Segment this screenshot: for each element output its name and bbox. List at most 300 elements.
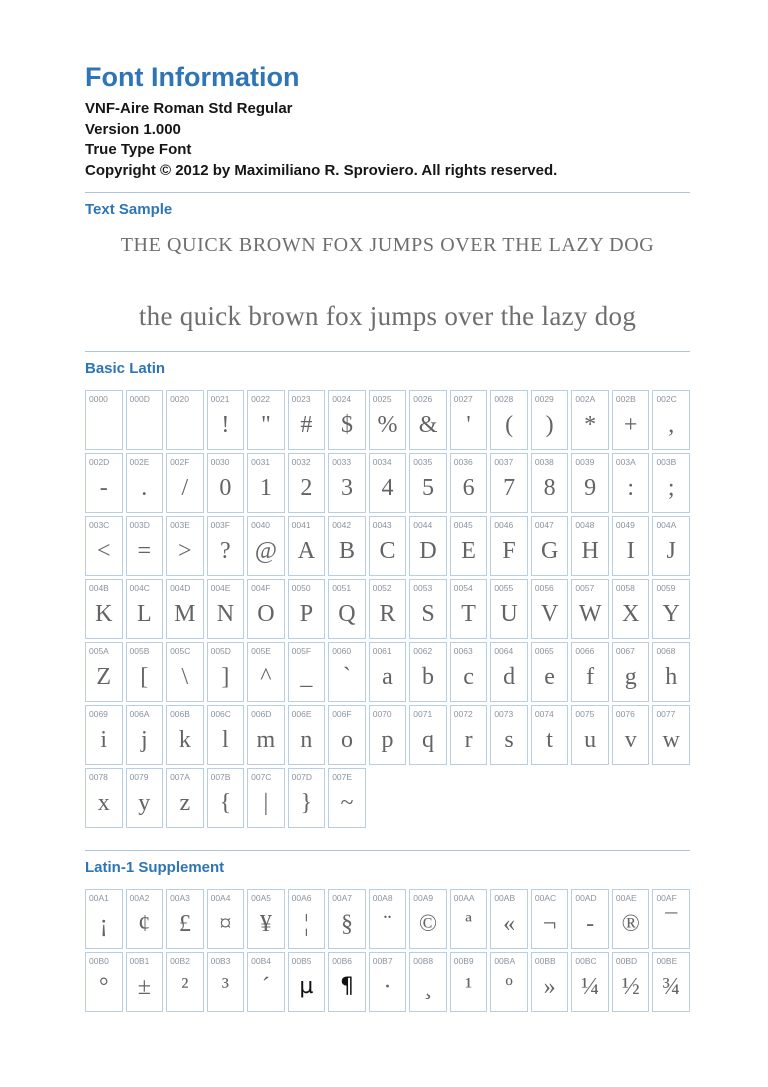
- glyph-code-label: 0068: [656, 646, 676, 656]
- glyph-character: 4: [381, 474, 394, 501]
- glyph-cell-00AB: [490, 889, 528, 949]
- glyph-cell-004E: [207, 579, 245, 639]
- glyph-cell-0056: [531, 579, 569, 639]
- glyph-code-label: 003B: [656, 457, 677, 467]
- glyph-cell-00B5: [288, 952, 326, 1012]
- glyph-code-label: 0076: [615, 709, 635, 719]
- glyph-code-label: 00B9: [453, 956, 474, 966]
- glyph-code-label: 0024: [332, 394, 352, 404]
- glyph-character: S: [421, 600, 435, 627]
- glyph-character: z: [179, 789, 191, 816]
- glyph-cell-0070: [369, 705, 407, 765]
- glyph-character: 6: [462, 474, 475, 501]
- glyph-code-label: 00B6: [332, 956, 353, 966]
- glyph-character: ¤: [219, 910, 232, 937]
- glyph-character: @: [254, 537, 277, 564]
- glyph-code-label: 004D: [170, 583, 191, 593]
- glyph-cell-00B0: [85, 952, 123, 1012]
- glyph-cell-005C: [166, 642, 204, 702]
- glyph-character: ¨: [383, 910, 392, 937]
- glyph-code-label: 0042: [332, 520, 352, 530]
- glyph-cell-006A: [126, 705, 164, 765]
- glyph-character: ©: [418, 910, 438, 937]
- glyph-cell-002F: [166, 453, 204, 513]
- glyph-character: =: [137, 537, 152, 564]
- glyph-character: b: [422, 663, 435, 690]
- glyph-character: ¢: [138, 910, 151, 937]
- glyph-code-label: 0062: [413, 646, 433, 656]
- glyph-code-label: 00AF: [656, 893, 677, 903]
- glyph-cell-0044: [409, 516, 447, 576]
- glyph-character: .: [141, 474, 148, 501]
- glyph-cell-0074: [531, 705, 569, 765]
- glyph-cell-0053: [409, 579, 447, 639]
- glyph-cell-00A7: [328, 889, 366, 949]
- glyph-code-label: 0055: [494, 583, 514, 593]
- glyph-character: w: [662, 726, 680, 753]
- glyph-cell-0073: [490, 705, 528, 765]
- glyph-cell-006D: [247, 705, 285, 765]
- glyph-character: i: [100, 726, 108, 753]
- glyph-character: ®: [621, 910, 640, 937]
- glyph-character: *: [584, 411, 597, 438]
- glyph-character: ·: [383, 973, 392, 1000]
- glyph-cell-0024: [328, 390, 366, 450]
- glyph-code-label: 0075: [575, 709, 595, 719]
- glyph-cell-00AA: [450, 889, 488, 949]
- glyph-cell-00AD: [571, 889, 609, 949]
- glyph-cell-003E: [166, 516, 204, 576]
- glyph-character: K: [95, 600, 113, 627]
- glyph-character: ¦: [304, 910, 309, 937]
- glyph-cell-00BD: [612, 952, 650, 1012]
- glyph-character: O: [257, 600, 275, 627]
- glyph-code-label: 0079: [129, 772, 149, 782]
- glyph-character: ¯: [665, 910, 678, 937]
- glyph-code-label: 002C: [656, 394, 677, 404]
- glyph-code-label: 00A6: [291, 893, 312, 903]
- glyph-code-label: 0043: [372, 520, 392, 530]
- glyph-cell-0022: [247, 390, 285, 450]
- glyph-cell-007D: [288, 768, 326, 828]
- glyph-cell-0025: [369, 390, 407, 450]
- glyph-cell-0066: [571, 642, 609, 702]
- glyph-code-label: 00B2: [170, 956, 190, 966]
- glyph-code-label: 003A: [615, 457, 636, 467]
- glyph-cell-003F: [207, 516, 245, 576]
- glyph-character: ~: [340, 789, 354, 816]
- glyph-code-label: 00B8: [413, 956, 434, 966]
- glyph-cell-0035: [409, 453, 447, 513]
- glyph-character: ³: [221, 973, 229, 1000]
- glyph-character: k: [178, 726, 191, 753]
- glyph-code-label: 0047: [534, 520, 554, 530]
- glyph-code-label: 00BD: [615, 956, 638, 966]
- page-title: Font Information: [85, 62, 300, 92]
- glyph-code-label: 0027: [453, 394, 473, 404]
- glyph-character: µ: [299, 973, 314, 999]
- glyph-code-label: 0073: [494, 709, 514, 719]
- glyph-cell-0020: [166, 390, 204, 450]
- glyph-cell-000D: [126, 390, 164, 450]
- glyph-character: ¥: [259, 910, 272, 937]
- glyph-character: R: [379, 600, 396, 627]
- glyph-cell-0043: [369, 516, 407, 576]
- glyph-character: r: [464, 726, 473, 753]
- glyph-code-label: 0048: [575, 520, 595, 530]
- glyph-character: Z: [96, 663, 112, 690]
- glyph-character: !: [221, 411, 230, 438]
- glyph-code-label: 002D: [89, 457, 110, 467]
- glyph-code-label: 0053: [413, 583, 433, 593]
- glyph-character: h: [665, 663, 678, 690]
- glyph-cell-004A: [652, 516, 690, 576]
- glyph-character: [: [140, 663, 149, 690]
- glyph-cell-0079: [126, 768, 164, 828]
- glyph-cell-007E: [328, 768, 366, 828]
- glyph-cell-00A1: [85, 889, 123, 949]
- glyph-code-label: 0074: [534, 709, 554, 719]
- glyph-code-label: 005E: [251, 646, 271, 656]
- glyph-code-label: 00BE: [656, 956, 678, 966]
- glyph-code-label: 002A: [575, 394, 596, 404]
- glyph-cell-004C: [126, 579, 164, 639]
- glyph-code-label: 0052: [372, 583, 392, 593]
- glyph-cell-00B2: [166, 952, 204, 1012]
- glyph-character: (: [505, 411, 514, 438]
- glyph-code-label: 00B1: [129, 956, 150, 966]
- glyph-character: Y: [662, 600, 680, 627]
- glyph-character: ±: [137, 973, 151, 1000]
- glyph-code-label: 005B: [129, 646, 150, 656]
- glyph-character: g: [624, 663, 637, 690]
- glyph-cell-005F: [288, 642, 326, 702]
- glyph-code-label: 0059: [656, 583, 676, 593]
- glyph-character: I: [626, 537, 635, 564]
- glyph-cell-00A5: [247, 889, 285, 949]
- glyph-cell-00A2: [126, 889, 164, 949]
- glyph-character: -: [99, 474, 108, 501]
- glyph-cell-007B: [207, 768, 245, 828]
- glyph-character: j: [140, 726, 148, 753]
- glyph-character: {: [219, 789, 232, 816]
- glyph-cell-0069: [85, 705, 123, 765]
- glyph-character: [167, 404, 203, 449]
- font-copyright: Copyright © 2012 by Maximiliano R. Sproviero. All rights reserved.: [85, 161, 558, 179]
- section-divider: [85, 351, 690, 352]
- glyph-code-label: 004E: [210, 583, 231, 593]
- glyph-character: M: [174, 600, 196, 627]
- glyph-code-label: 0026: [413, 394, 433, 404]
- glyph-cell-00A3: [166, 889, 204, 949]
- glyph-code-label: 0046: [494, 520, 514, 530]
- glyph-code-label: 00BC: [575, 956, 597, 966]
- glyph-cell-0038: [531, 453, 569, 513]
- glyph-cell-0078: [85, 768, 123, 828]
- glyph-character: «: [503, 910, 516, 937]
- glyph-character: L: [136, 600, 152, 627]
- glyph-character: 2: [300, 474, 313, 501]
- glyph-character: <: [96, 537, 111, 564]
- glyph-code-label: 00A8: [372, 893, 393, 903]
- glyph-character: y: [138, 789, 151, 816]
- glyph-cell-0027: [450, 390, 488, 450]
- glyph-character: 9: [584, 474, 597, 501]
- glyph-character: G: [540, 537, 559, 564]
- glyph-code-label: 00AC: [534, 893, 557, 903]
- glyph-character: U: [500, 600, 518, 627]
- glyph-cell-004B: [85, 579, 123, 639]
- glyph-character: ?: [220, 537, 231, 564]
- glyph-cell-006B: [166, 705, 204, 765]
- glyph-character: $: [340, 411, 353, 438]
- glyph-code-label: 00A5: [251, 893, 271, 903]
- glyph-code-label: 002B: [615, 394, 636, 404]
- glyph-character: º: [505, 973, 513, 1000]
- glyph-code-label: 00AA: [453, 893, 475, 903]
- glyph-character: 0: [219, 474, 232, 501]
- glyph-character: s: [504, 726, 514, 753]
- glyph-code-label: 003C: [89, 520, 110, 530]
- glyph-code-label: 0078: [89, 772, 108, 782]
- text-sample-lowercase: the quick brown fox jumps over the lazy dog: [138, 301, 637, 331]
- glyph-cell-00AE: [612, 889, 650, 949]
- section-heading-latin1-supplement: Latin-1 Supplement: [85, 859, 225, 876]
- glyph-cell-00A6: [288, 889, 326, 949]
- glyph-code-label: 0066: [575, 646, 595, 656]
- glyph-code-label: 0065: [534, 646, 554, 656]
- glyph-character: [86, 404, 122, 449]
- glyph-character: ¹: [464, 973, 473, 1000]
- text-sample-uppercase: THE QUICK BROWN FOX JUMPS OVER THE LAZY DOG: [120, 234, 655, 256]
- glyph-code-label: 00B7: [372, 956, 393, 966]
- glyph-cell-002A: [571, 390, 609, 450]
- glyph-cell-00A8: [369, 889, 407, 949]
- glyph-code-label: 00B0: [89, 956, 109, 966]
- glyph-code-label: 0000: [89, 394, 108, 404]
- glyph-code-label: 0034: [372, 457, 392, 467]
- glyph-code-label: 005C: [170, 646, 191, 656]
- glyph-code-label: 00A1: [89, 893, 109, 903]
- glyph-cell-0031: [247, 453, 285, 513]
- glyph-character: x: [97, 789, 110, 816]
- glyph-character: ,: [668, 411, 675, 438]
- glyph-cell-0055: [490, 579, 528, 639]
- glyph-character: c: [463, 663, 474, 690]
- glyph-character: ½: [621, 973, 640, 1000]
- glyph-code-label: 0071: [413, 709, 433, 719]
- glyph-cell-005E: [247, 642, 285, 702]
- glyph-cell-0034: [369, 453, 407, 513]
- font-version: Version 1.000: [85, 120, 181, 138]
- glyph-code-label: 0030: [210, 457, 230, 467]
- glyph-character: f: [586, 663, 595, 690]
- glyph-cell-006C: [207, 705, 245, 765]
- glyph-cell-0032: [288, 453, 326, 513]
- glyph-character: o: [340, 726, 353, 753]
- glyph-code-label: 0044: [413, 520, 433, 530]
- glyph-code-label: 007D: [291, 772, 312, 782]
- glyph-code-label: 00B3: [210, 956, 231, 966]
- glyph-cell-0051: [328, 579, 366, 639]
- glyph-character: »: [543, 973, 556, 1000]
- glyph-character: H: [581, 537, 599, 564]
- glyph-code-label: 0063: [453, 646, 473, 656]
- glyph-code-label: 0037: [494, 457, 514, 467]
- glyph-code-label: 005A: [89, 646, 109, 656]
- glyph-code-label: 0061: [372, 646, 392, 656]
- glyph-cell-002B: [612, 390, 650, 450]
- glyph-character: l: [222, 726, 229, 753]
- glyph-code-label: 0058: [615, 583, 635, 593]
- glyph-cell-0033: [328, 453, 366, 513]
- glyph-code-label: 006E: [291, 709, 312, 719]
- glyph-character: ª: [465, 910, 472, 937]
- basic-latin-glyph-grid: [85, 390, 690, 828]
- section-divider: [85, 192, 690, 193]
- glyph-cell-007A: [166, 768, 204, 828]
- glyph-cell-00BC: [571, 952, 609, 1012]
- glyph-code-label: 004A: [656, 520, 677, 530]
- glyph-code-label: 00BA: [494, 956, 516, 966]
- glyph-cell-00B8: [409, 952, 447, 1012]
- glyph-cell-0059: [652, 579, 690, 639]
- glyph-code-label: 00A3: [170, 893, 190, 903]
- glyph-character: t: [546, 726, 553, 753]
- glyph-cell-006E: [288, 705, 326, 765]
- glyph-code-label: 0036: [453, 457, 473, 467]
- glyph-cell-0046: [490, 516, 528, 576]
- glyph-character: %: [377, 411, 398, 438]
- section-heading-text-sample: Text Sample: [85, 201, 173, 218]
- glyph-character: £: [178, 910, 191, 937]
- glyph-code-label: 006B: [170, 709, 190, 719]
- glyph-character: ¾: [662, 973, 681, 1000]
- glyph-character: ¸: [424, 973, 433, 1000]
- glyph-character: ²: [181, 973, 189, 1000]
- glyph-code-label: 007E: [332, 772, 353, 782]
- glyph-cell-0041: [288, 516, 326, 576]
- glyph-cell-002D: [85, 453, 123, 513]
- glyph-code-label: 002E: [129, 457, 150, 467]
- glyph-code-label: 0039: [575, 457, 595, 467]
- glyph-character: B: [338, 537, 355, 564]
- glyph-code-label: 0045: [453, 520, 473, 530]
- glyph-code-label: 006F: [332, 709, 352, 719]
- glyph-code-label: 0020: [170, 394, 189, 404]
- glyph-code-label: 003F: [210, 520, 230, 530]
- glyph-character: ]: [221, 663, 230, 690]
- glyph-code-label: 0070: [372, 709, 392, 719]
- glyph-cell-0021: [207, 390, 245, 450]
- glyph-character: 7: [503, 474, 516, 501]
- glyph-code-label: 00AD: [575, 893, 597, 903]
- glyph-cell-0065: [531, 642, 569, 702]
- glyph-character: ´: [261, 973, 270, 1000]
- glyph-character: A: [297, 537, 316, 564]
- glyph-character: ¶: [339, 973, 354, 999]
- glyph-cell-0048: [571, 516, 609, 576]
- glyph-code-label: 00AE: [615, 893, 637, 903]
- glyph-character: T: [461, 600, 476, 627]
- glyph-cell-002E: [126, 453, 164, 513]
- glyph-cell-006F: [328, 705, 366, 765]
- glyph-cell-0039: [571, 453, 609, 513]
- glyph-character: +: [623, 411, 638, 438]
- section-divider: [85, 850, 690, 851]
- glyph-code-label: 00BB: [534, 956, 556, 966]
- glyph-character: §: [340, 910, 353, 937]
- glyph-cell-003C: [85, 516, 123, 576]
- glyph-code-label: 004B: [89, 583, 109, 593]
- glyph-cell-0077: [652, 705, 690, 765]
- font-name: VNF-Aire Roman Std Regular: [85, 100, 293, 117]
- glyph-code-label: 00A9: [413, 893, 434, 903]
- font-metadata: [85, 99, 690, 181]
- glyph-character: N: [216, 600, 235, 627]
- glyph-cell-00B3: [207, 952, 245, 1012]
- glyph-cell-00BE: [652, 952, 690, 1012]
- glyph-cell-0028: [490, 390, 528, 450]
- glyph-cell-004D: [166, 579, 204, 639]
- glyph-character: a: [382, 663, 393, 690]
- glyph-cell-005B: [126, 642, 164, 702]
- glyph-code-label: 0060: [332, 646, 352, 656]
- glyph-character: d: [503, 663, 516, 690]
- glyph-cell-0072: [450, 705, 488, 765]
- glyph-character: &: [418, 411, 438, 438]
- glyph-cell-00B4: [247, 952, 285, 1012]
- glyph-cell-00AF: [652, 889, 690, 949]
- glyph-character: ": [260, 411, 271, 438]
- glyph-cell-00A9: [409, 889, 447, 949]
- glyph-character: C: [379, 537, 396, 564]
- glyph-character: ): [545, 411, 554, 438]
- glyph-cell-0058: [612, 579, 650, 639]
- glyph-cell-0045: [450, 516, 488, 576]
- glyph-cell-00B9: [450, 952, 488, 1012]
- glyph-code-label: 004C: [129, 583, 150, 593]
- glyph-cell-00B6: [328, 952, 366, 1012]
- glyph-code-label: 005D: [210, 646, 231, 656]
- glyph-code-label: 007B: [210, 772, 231, 782]
- glyph-character: ': [466, 411, 471, 438]
- glyph-code-label: 0077: [656, 709, 676, 719]
- glyph-character: X: [622, 600, 640, 627]
- glyph-cell-0047: [531, 516, 569, 576]
- glyph-code-label: 007A: [170, 772, 190, 782]
- glyph-code-label: 006C: [210, 709, 231, 719]
- glyph-code-label: 006D: [251, 709, 272, 719]
- glyph-code-label: 00B5: [291, 956, 312, 966]
- glyph-code-label: 0035: [413, 457, 433, 467]
- glyph-character: 3: [340, 474, 353, 501]
- glyph-character: W: [578, 600, 602, 627]
- glyph-code-label: 00A7: [332, 893, 353, 903]
- glyph-character: v: [624, 726, 637, 753]
- glyph-code-label: 0067: [615, 646, 635, 656]
- glyph-code-label: 004F: [251, 583, 271, 593]
- glyph-code-label: 006A: [129, 709, 150, 719]
- glyph-code-label: 005F: [291, 646, 312, 656]
- glyph-character: u: [584, 726, 597, 753]
- glyph-character: Q: [338, 600, 356, 627]
- glyph-code-label: 000D: [129, 394, 150, 404]
- glyph-cell-00BB: [531, 952, 569, 1012]
- glyph-character: ¬: [542, 910, 557, 937]
- glyph-code-label: 00AB: [494, 893, 516, 903]
- glyph-character: °: [98, 973, 109, 1000]
